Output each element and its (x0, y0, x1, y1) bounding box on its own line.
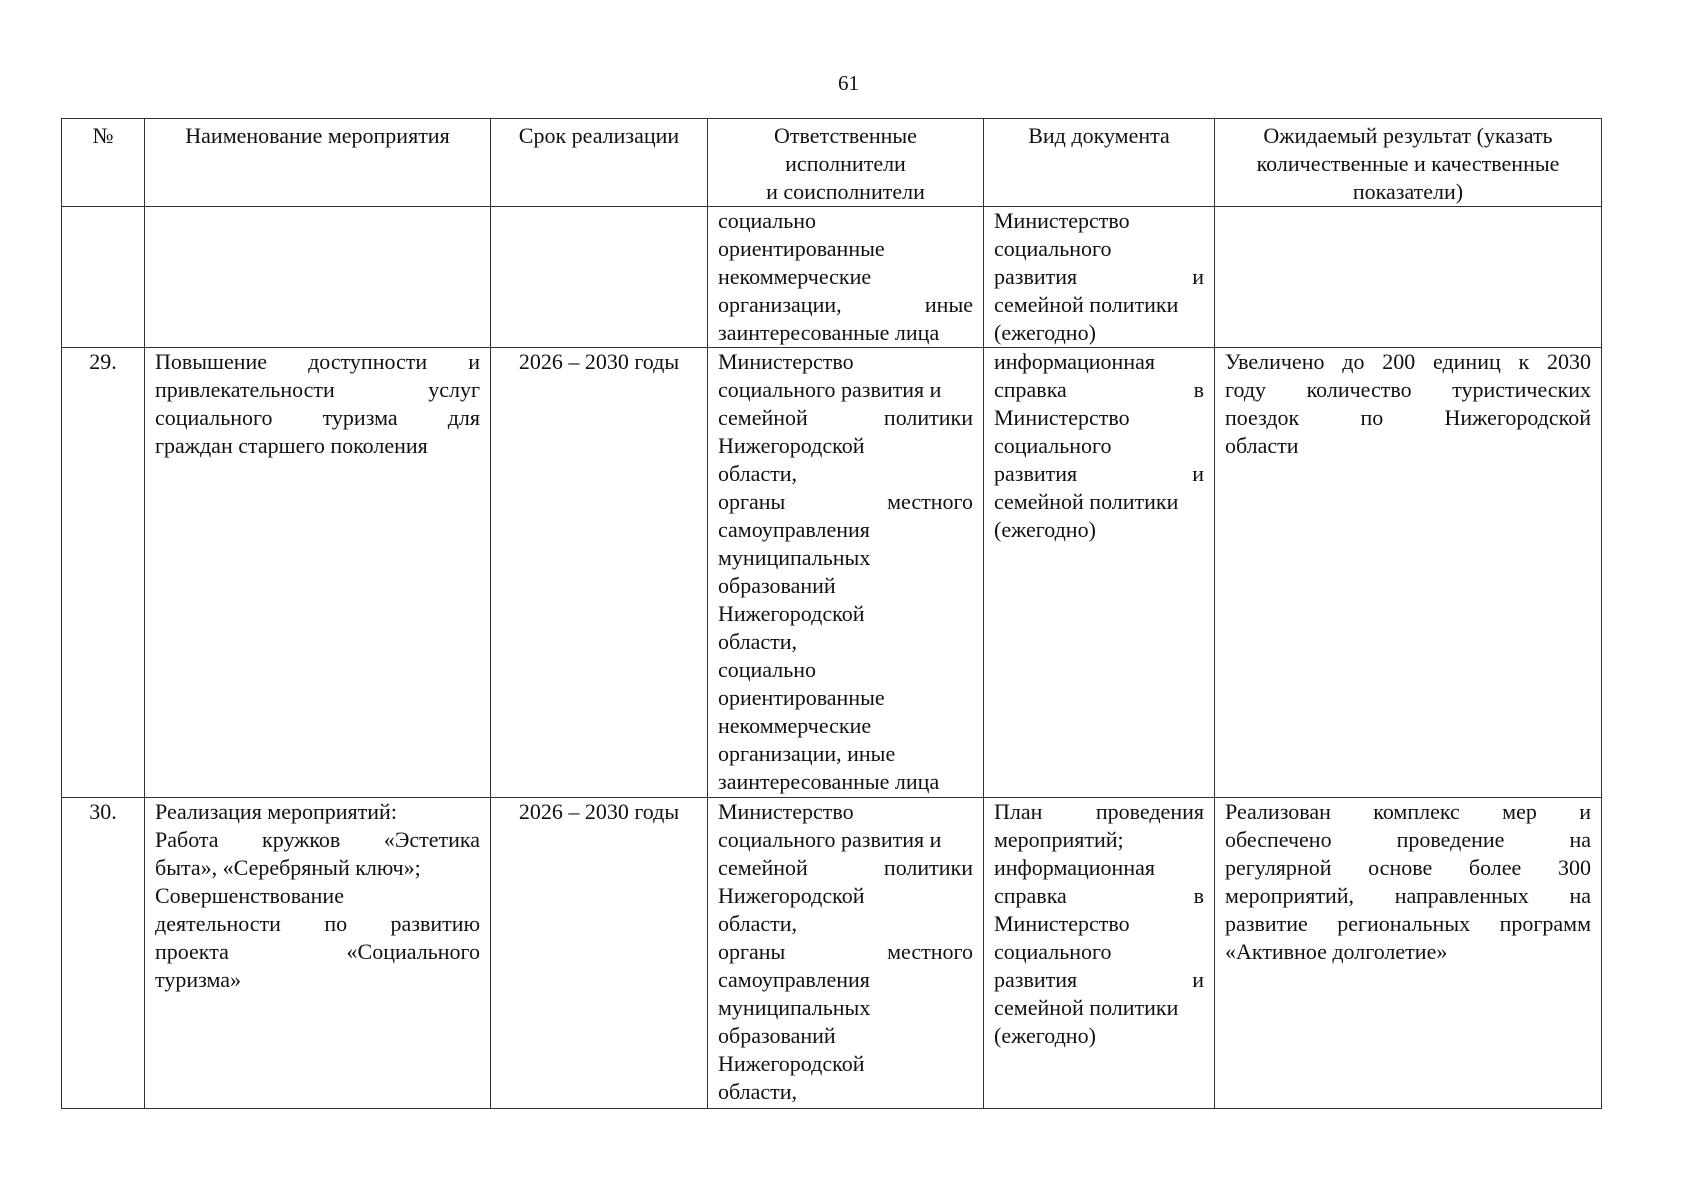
table-row-29 (62, 348, 1602, 798)
cell-responsible: социально ориентированные некоммерческие организации, иные заинтересованные лица (708, 207, 984, 348)
cell-responsible: Министерство социального развития и семейной политики Нижегородской области, органы местного самоуправления муниципальных образований Нижегородской области, (708, 798, 984, 1109)
table-header-row (62, 119, 1602, 207)
cell-expected-result: Увеличено до 200 единиц к 2030 году количество туристических поездок по Нижегородской области (1215, 348, 1602, 798)
cell-document-type: План проведения мероприятий; информационная справка в Министерство социального развития и семейной политики (ежегодно) (984, 798, 1215, 1109)
events-table (61, 118, 1602, 1109)
cell-document-type: информационная справка в Министерство социального развития и семейной политики (ежегодно) (984, 348, 1215, 798)
header-responsible: Ответственные исполнители и соисполнители (708, 119, 984, 207)
cell-document-type: Министерство социального развития и семейной политики (ежегодно) (984, 207, 1215, 348)
cell-number: 29. (62, 348, 145, 798)
header-term: Срок реализации (491, 119, 708, 207)
page-number: 61 (838, 71, 859, 95)
cell-term: 2026 – 2030 годы (491, 798, 708, 1109)
table-row-continuation (62, 207, 1602, 348)
header-event-name: Наименование мероприятия (145, 119, 491, 207)
header-document-type: Вид документа (984, 119, 1215, 207)
header-expected-result: Ожидаемый результат (указать количественные и качественные показатели) (1215, 119, 1602, 207)
cell-expected-result (1215, 207, 1602, 348)
table-row-30 (62, 798, 1602, 1109)
cell-term (491, 207, 708, 348)
header-number: № (62, 119, 145, 207)
cell-number: 30. (62, 798, 145, 1109)
cell-event-name: Реализация мероприятий: Работа кружков «Эстетика быта», «Серебряный ключ»; Совершенствование деятельности по развитию проекта «Социального туризма» (145, 798, 491, 1109)
cell-event-name (145, 207, 491, 348)
cell-responsible: Министерство социального развития и семейной политики Нижегородской области, органы местного самоуправления муниципальных образований Нижегородской области, социально ориентированные некоммерческие организации, иные заинтересованные лица (708, 348, 984, 798)
cell-event-name: Повышение доступности и привлекательности услуг социального туризма для граждан старшего поколения (145, 348, 491, 798)
cell-number (62, 207, 145, 348)
cell-expected-result: Реализован комплекс мер и обеспечено проведение на регулярной основе более 300 мероприятий, направленных на развитие региональных программ «Активное долголетие» (1215, 798, 1602, 1109)
cell-term: 2026 – 2030 годы (491, 348, 708, 798)
